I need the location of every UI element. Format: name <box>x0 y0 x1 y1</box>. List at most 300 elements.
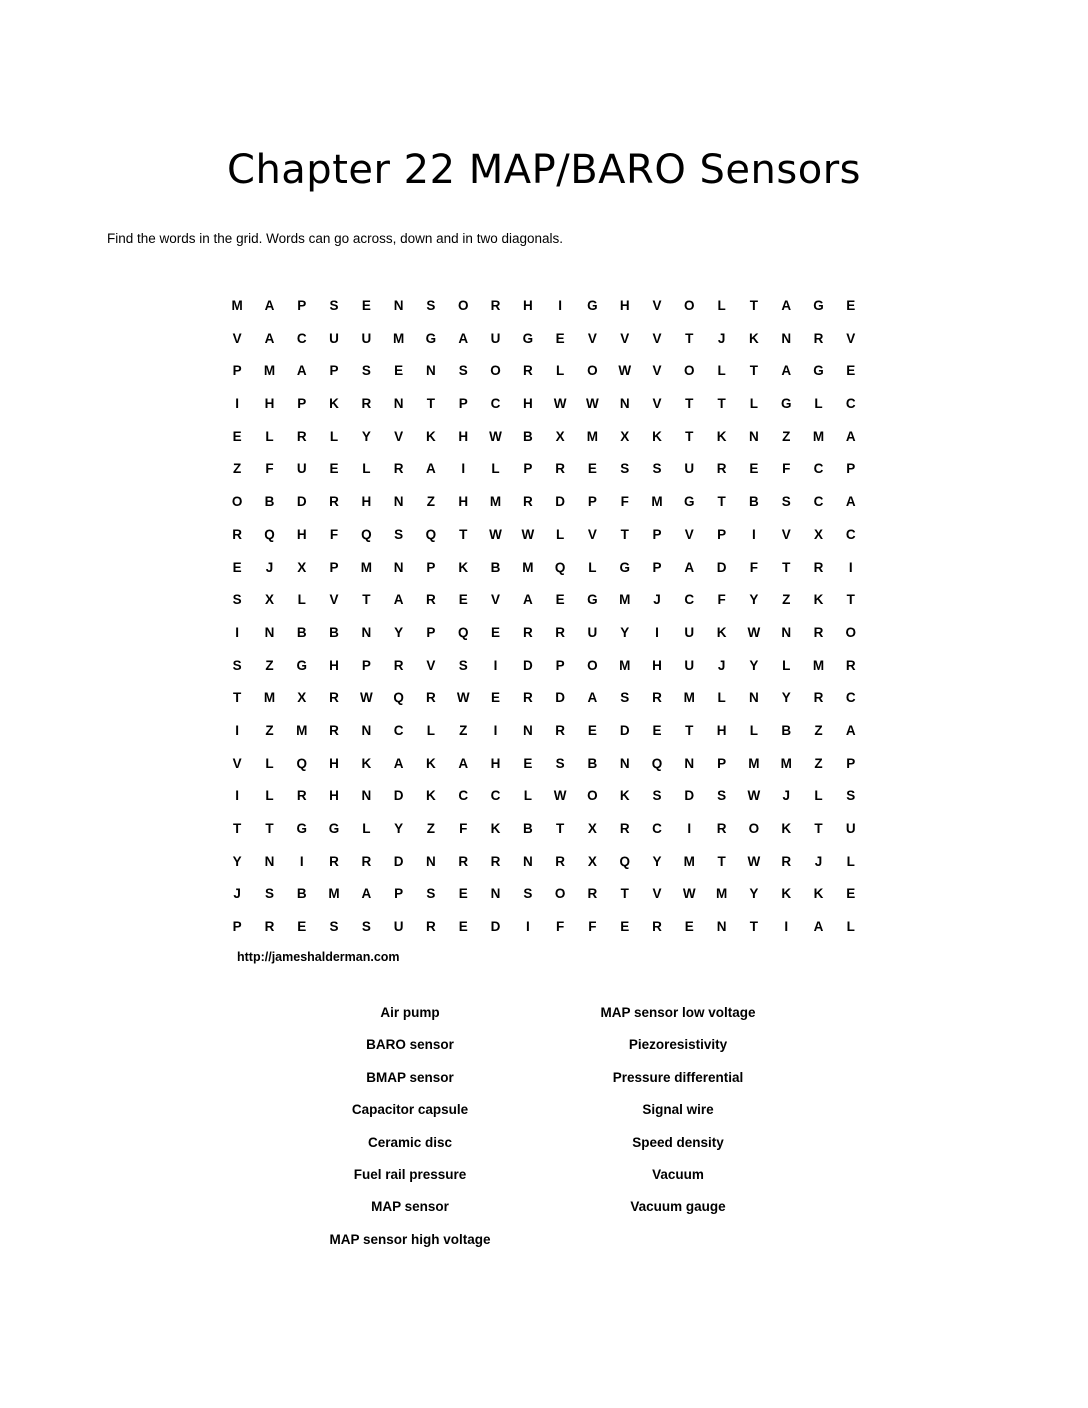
word-list-item: BARO sensor <box>366 1037 454 1053</box>
grid-letter: B <box>781 722 792 738</box>
grid-letter: W <box>489 526 502 542</box>
grid-letter: Y <box>620 624 630 640</box>
grid-letter: R <box>587 886 598 902</box>
grid-letter: G <box>522 330 534 346</box>
grid-letter: U <box>845 821 856 836</box>
grid-row <box>221 715 867 748</box>
grid-letter: V <box>232 755 242 771</box>
word-list-right <box>518 997 838 1224</box>
grid-letter: F <box>782 461 791 477</box>
grid-letter: A <box>458 330 469 346</box>
grid-letter: N <box>393 298 404 313</box>
grid-letter: X <box>620 428 630 444</box>
grid-letter: E <box>361 298 371 313</box>
grid-letter: O <box>587 363 598 379</box>
grid-letter: C <box>458 788 469 804</box>
grid-letter: V <box>781 526 791 542</box>
grid-letter: N <box>522 722 533 738</box>
grid-letter: H <box>716 722 727 738</box>
grid-letter: D <box>296 494 307 510</box>
grid-letter: I <box>558 298 562 313</box>
grid-letter: Z <box>782 592 791 608</box>
grid-letter: O <box>748 821 760 836</box>
grid-letter: B <box>296 624 307 640</box>
grid-row <box>221 421 867 454</box>
grid-letter: I <box>525 919 530 935</box>
grid-letter: V <box>684 526 694 542</box>
grid-letter: N <box>361 624 372 640</box>
grid-letter: R <box>490 298 501 313</box>
grid-letter: N <box>426 363 436 379</box>
grid-letter: P <box>394 886 404 902</box>
grid-letter: W <box>618 363 632 379</box>
grid-letter: T <box>717 494 726 510</box>
grid-letter: O <box>554 886 566 902</box>
grid-letter: S <box>426 886 436 902</box>
grid-letter: I <box>235 396 240 412</box>
grid-letter: R <box>555 853 565 869</box>
grid-letter: M <box>489 494 502 510</box>
grid-letter: S <box>329 298 339 313</box>
grid-letter: U <box>329 330 339 346</box>
grid-letter: I <box>235 788 240 804</box>
grid-row <box>221 682 867 715</box>
grid-letter: E <box>587 461 597 477</box>
grid-letter: R <box>329 853 339 869</box>
grid-letter: T <box>749 298 759 313</box>
grid-letter: K <box>781 886 792 902</box>
grid-letter: D <box>555 690 565 706</box>
grid-letter: A <box>781 298 792 313</box>
grid-letter: L <box>329 428 339 444</box>
grid-letter: R <box>426 690 436 706</box>
grid-letter: H <box>296 526 307 542</box>
grid-letter: Z <box>233 461 242 477</box>
grid-letter: G <box>780 396 792 412</box>
grid-letter: I <box>784 919 789 935</box>
grid-letter: V <box>652 330 662 346</box>
grid-letter: T <box>620 526 629 542</box>
grid-letter: N <box>393 559 404 575</box>
grid-letter: S <box>232 657 242 673</box>
word-grid <box>221 290 867 944</box>
grid-letter: C <box>845 396 856 412</box>
grid-letter: S <box>523 886 533 902</box>
grid-letter: L <box>555 526 565 542</box>
grid-letter: R <box>522 624 533 640</box>
grid-letter: N <box>781 330 792 346</box>
grid-letter: E <box>846 298 856 313</box>
grid-letter: T <box>717 396 726 412</box>
grid-letter: A <box>393 592 404 608</box>
grid-letter: X <box>587 821 597 836</box>
grid-letter: R <box>522 363 533 379</box>
grid-letter: N <box>264 853 275 869</box>
grid-row <box>221 650 867 683</box>
grid-letter: D <box>555 494 565 510</box>
grid-letter: W <box>553 788 567 804</box>
grid-letter: L <box>523 788 532 804</box>
grid-letter: B <box>296 886 307 902</box>
grid-letter: K <box>749 330 759 346</box>
grid-letter: B <box>490 559 501 575</box>
grid-letter: U <box>361 330 372 346</box>
grid-letter: C <box>845 690 856 706</box>
grid-letter: S <box>232 592 242 608</box>
grid-letter: A <box>426 461 436 477</box>
word-list-item: Vacuum gauge <box>630 1199 726 1215</box>
grid-letter: G <box>587 592 598 608</box>
grid-letter: G <box>813 363 824 379</box>
word-list-item: Signal wire <box>642 1102 714 1118</box>
grid-letter: P <box>846 755 856 771</box>
grid-row <box>221 584 867 617</box>
grid-letter: D <box>393 788 404 804</box>
grid-letter: S <box>361 919 371 935</box>
grid-letter: Q <box>457 624 469 640</box>
grid-letter: M <box>651 494 663 510</box>
grid-letter: E <box>684 919 694 935</box>
grid-letter: L <box>846 853 855 869</box>
grid-letter: A <box>264 330 275 346</box>
grid-letter: M <box>619 592 631 608</box>
grid-letter: P <box>232 919 242 935</box>
grid-letter: M <box>263 690 276 706</box>
grid-letter: X <box>264 592 274 608</box>
grid-letter: N <box>522 853 533 869</box>
grid-letter: E <box>749 461 759 477</box>
grid-letter: L <box>749 396 759 412</box>
grid-letter: D <box>684 788 695 804</box>
grid-letter: B <box>264 494 275 510</box>
grid-letter: I <box>493 657 498 673</box>
grid-letter: C <box>393 722 404 738</box>
grid-letter: R <box>652 919 662 935</box>
grid-letter: S <box>329 919 339 935</box>
grid-letter: V <box>652 363 662 379</box>
grid-letter: H <box>361 494 372 510</box>
grid-letter: N <box>393 494 404 510</box>
grid-letter: C <box>652 821 662 836</box>
grid-letter: H <box>264 396 275 412</box>
grid-row <box>221 486 867 519</box>
grid-letter: T <box>685 722 694 738</box>
grid-letter: V <box>652 396 662 412</box>
grid-letter: H <box>329 657 339 673</box>
grid-letter: J <box>717 657 726 673</box>
word-list-item: Capacitor capsule <box>351 1102 469 1118</box>
grid-letter: N <box>684 755 695 771</box>
grid-letter: R <box>555 722 565 738</box>
grid-letter: E <box>297 919 307 935</box>
grid-letter: R <box>426 592 436 608</box>
grid-letter: L <box>426 722 436 738</box>
grid-letter: R <box>361 853 372 869</box>
grid-letter: R <box>361 396 372 412</box>
grid-letter: O <box>490 363 501 379</box>
grid-letter: R <box>329 722 339 738</box>
grid-letter: K <box>716 624 727 640</box>
grid-letter: R <box>329 494 339 510</box>
grid-letter: E <box>491 624 501 640</box>
grid-letter: G <box>296 821 307 836</box>
grid-letter: R <box>555 461 565 477</box>
grid-letter: M <box>748 755 760 771</box>
grid-letter: L <box>749 722 759 738</box>
grid-letter: V <box>587 526 597 542</box>
grid-letter: T <box>846 592 855 608</box>
grid-letter: W <box>747 788 761 804</box>
grid-letter: L <box>782 657 791 673</box>
grid-letter: J <box>814 853 823 869</box>
grid-letter: E <box>458 592 468 608</box>
grid-letter: W <box>521 526 535 542</box>
grid-letter: E <box>555 330 565 346</box>
grid-letter: H <box>522 396 533 412</box>
grid-letter: U <box>684 657 695 673</box>
grid-letter: R <box>458 853 469 869</box>
word-list-item: Air pump <box>380 1005 440 1020</box>
grid-letter: A <box>845 494 856 510</box>
word-list-item: Piezoresistivity <box>628 1037 728 1053</box>
grid-letter: P <box>717 526 727 542</box>
grid-letter: W <box>553 396 567 412</box>
grid-letter: O <box>587 788 598 804</box>
grid-letter: I <box>655 624 659 640</box>
grid-letter: A <box>264 298 275 313</box>
grid-letter: C <box>813 494 824 510</box>
grid-letter: D <box>619 722 630 738</box>
grid-row <box>221 878 867 911</box>
grid-letter: I <box>848 559 853 575</box>
grid-letter: Y <box>394 624 404 640</box>
grid-letter: T <box>265 821 274 836</box>
grid-letter: Z <box>814 755 823 771</box>
grid-letter: X <box>813 526 823 542</box>
grid-letter: T <box>459 526 468 542</box>
grid-letter: K <box>426 788 436 804</box>
grid-letter: S <box>652 788 662 804</box>
grid-letter: N <box>264 624 275 640</box>
grid-letter: C <box>684 592 695 608</box>
grid-letter: T <box>426 396 436 412</box>
grid-letter: C <box>490 396 501 412</box>
grid-letter: E <box>620 919 630 935</box>
grid-letter: T <box>233 690 242 706</box>
grid-letter: D <box>716 559 727 575</box>
grid-letter: F <box>459 821 468 836</box>
grid-letter: C <box>296 330 307 346</box>
grid-letter: K <box>652 428 662 444</box>
grid-letter: S <box>361 363 371 379</box>
grid-letter: A <box>813 919 824 935</box>
grid-letter: O <box>587 657 598 673</box>
grid-letter: H <box>619 298 630 313</box>
grid-letter: J <box>265 559 274 575</box>
grid-letter: F <box>749 559 759 575</box>
grid-letter: W <box>682 886 696 902</box>
grid-letter: X <box>587 853 597 869</box>
grid-letter: X <box>297 690 307 706</box>
grid-letter: I <box>493 722 498 738</box>
grid-letter: H <box>522 298 533 313</box>
grid-letter: L <box>491 461 500 477</box>
grid-letter: X <box>555 428 565 444</box>
grid-letter: B <box>522 428 533 444</box>
grid-letter: Z <box>459 722 468 738</box>
grid-letter: L <box>555 363 565 379</box>
grid-letter: L <box>717 298 726 313</box>
grid-letter: L <box>362 821 371 836</box>
grid-letter: K <box>458 559 469 575</box>
grid-letter: R <box>652 690 662 706</box>
grid-letter: T <box>685 396 694 412</box>
grid-letter: M <box>263 363 276 379</box>
grid-letter: X <box>297 559 307 575</box>
grid-letter: M <box>683 853 695 869</box>
grid-letter: O <box>231 494 243 510</box>
grid-letter: O <box>684 363 695 379</box>
grid-letter: Q <box>425 526 437 542</box>
word-list-item: BMAP sensor <box>366 1069 454 1085</box>
grid-letter: V <box>652 298 662 313</box>
grid-letter: U <box>393 919 404 935</box>
grid-letter: D <box>393 853 404 869</box>
grid-letter: R <box>813 330 824 346</box>
grid-letter: S <box>426 298 436 313</box>
grid-letter: I <box>235 624 240 640</box>
grid-letter: T <box>749 919 759 935</box>
grid-letter: T <box>233 821 242 836</box>
page-title: Chapter 22 MAP/BARO Sensors <box>227 147 861 193</box>
grid-letter: Q <box>264 526 275 542</box>
grid-letter: H <box>329 788 339 804</box>
grid-letter: P <box>652 559 662 575</box>
grid-row <box>221 290 867 323</box>
grid-letter: M <box>393 330 405 346</box>
grid-row <box>221 453 867 486</box>
grid-letter: E <box>523 755 533 771</box>
grid-letter: E <box>587 722 597 738</box>
grid-letter: V <box>620 330 630 346</box>
grid-letter: Z <box>814 722 823 738</box>
grid-letter: W <box>586 396 599 412</box>
grid-letter: P <box>297 396 307 412</box>
grid-letter: W <box>359 690 373 706</box>
grid-letter: L <box>814 396 823 412</box>
grid-letter: A <box>296 363 307 379</box>
grid-letter: Q <box>651 755 663 771</box>
grid-letter: W <box>747 624 761 640</box>
grid-letter: K <box>361 755 372 771</box>
grid-letter: K <box>619 788 630 804</box>
grid-letter: R <box>393 657 404 673</box>
grid-row <box>221 911 867 944</box>
grid-letter: P <box>458 396 468 412</box>
grid-letter: G <box>296 657 307 673</box>
grid-letter: T <box>685 330 694 346</box>
grid-letter: K <box>781 821 792 836</box>
grid-letter: B <box>749 494 759 510</box>
grid-letter: N <box>393 396 404 412</box>
grid-letter: R <box>426 919 436 935</box>
grid-letter: I <box>235 722 240 738</box>
grid-letter: P <box>652 526 662 542</box>
grid-letter: G <box>684 494 695 510</box>
grid-letter: T <box>555 821 565 836</box>
grid-letter: D <box>522 657 533 673</box>
grid-letter: M <box>780 755 792 771</box>
grid-letter: Y <box>749 592 759 608</box>
grid-letter: A <box>458 755 469 771</box>
grid-letter: I <box>752 526 756 542</box>
grid-row <box>221 617 867 650</box>
grid-letter: S <box>620 461 630 477</box>
grid-letter: P <box>846 461 856 477</box>
grid-letter: T <box>749 363 759 379</box>
grid-letter: D <box>490 919 501 935</box>
grid-letter: V <box>426 657 436 673</box>
grid-letter: B <box>587 755 598 771</box>
grid-letter: F <box>588 919 597 935</box>
grid-letter: U <box>490 330 501 346</box>
grid-letter: L <box>265 755 274 771</box>
grid-letter: Y <box>652 853 662 869</box>
grid-letter: R <box>781 853 792 869</box>
grid-letter: S <box>652 461 662 477</box>
grid-letter: M <box>812 657 825 673</box>
grid-letter: G <box>328 821 340 836</box>
grid-letter: M <box>812 428 825 444</box>
grid-letter: S <box>264 886 274 902</box>
grid-letter: Y <box>749 886 759 902</box>
grid-letter: P <box>587 494 597 510</box>
grid-letter: R <box>296 428 307 444</box>
grid-letter: T <box>362 592 371 608</box>
grid-letter: P <box>426 559 436 575</box>
grid-letter: L <box>717 690 726 706</box>
grid-letter: M <box>586 428 599 444</box>
grid-letter: M <box>715 886 728 902</box>
grid-letter: A <box>522 592 533 608</box>
grid-letter: S <box>458 363 468 379</box>
grid-letter: L <box>588 559 597 575</box>
grid-letter: K <box>813 886 824 902</box>
grid-letter: N <box>490 886 501 902</box>
grid-letter: P <box>329 363 339 379</box>
grid-letter: J <box>717 330 726 346</box>
grid-letter: Q <box>393 690 404 706</box>
grid-letter: L <box>297 592 306 608</box>
grid-letter: E <box>652 722 662 738</box>
grid-letter: R <box>555 624 565 640</box>
grid-letter: A <box>361 886 372 902</box>
grid-letter: F <box>620 494 629 510</box>
grid-letter: H <box>490 755 501 771</box>
grid-letter: K <box>329 396 339 412</box>
grid-letter: U <box>296 461 307 477</box>
grid-letter: A <box>781 363 792 379</box>
grid-letter: R <box>522 690 533 706</box>
grid-letter: K <box>426 755 436 771</box>
grid-letter: Y <box>394 821 404 836</box>
grid-letter: M <box>522 559 534 575</box>
word-list-item: Fuel rail pressure <box>353 1166 467 1182</box>
grid-row <box>221 355 867 388</box>
grid-letter: T <box>782 559 791 575</box>
instructions-text: Find the words in the grid. Words can go across, down and in two diagonals. <box>107 231 564 246</box>
grid-letter: E <box>329 461 339 477</box>
